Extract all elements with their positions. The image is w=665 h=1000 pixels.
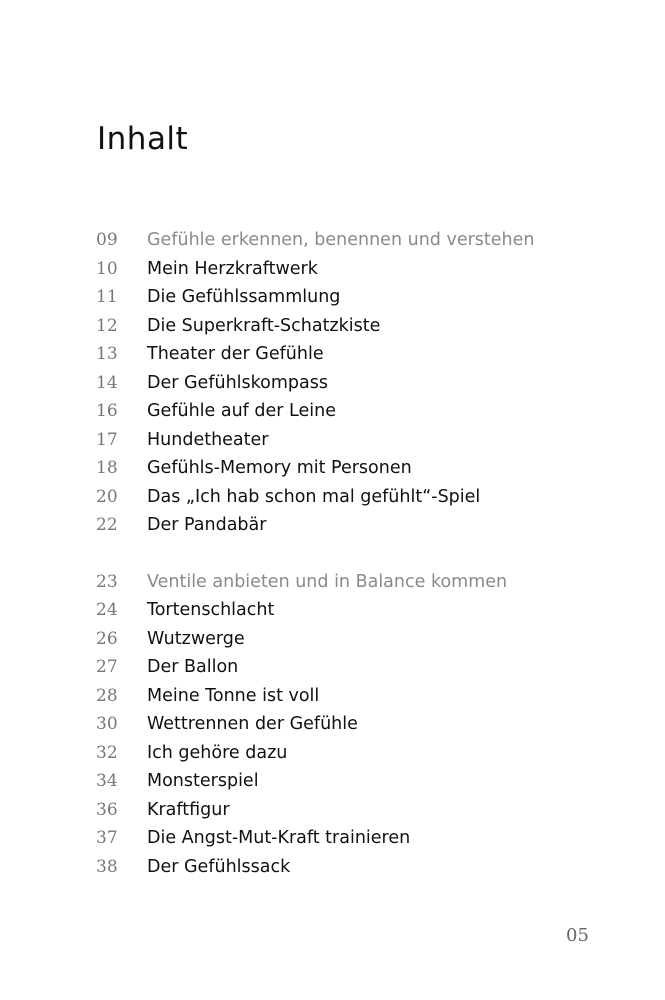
toc-entry-label: Wettrennen der Gefühle — [147, 714, 358, 734]
toc-entry[interactable] — [96, 824, 616, 853]
toc-entry-label: Meine Tonne ist voll — [147, 685, 320, 706]
toc-entry[interactable] — [96, 255, 616, 284]
toc-page-number: 27 — [96, 657, 118, 677]
page-number: 05 — [566, 925, 589, 946]
toc-entry-label: Wutzwerge — [147, 628, 245, 649]
toc-entry-label: Der Pandabär — [147, 515, 267, 535]
toc-entry[interactable] — [96, 283, 616, 312]
toc-entry-label: Die Angst-Mut-Kraft trainieren — [147, 828, 411, 848]
toc-entry[interactable] — [96, 596, 616, 625]
toc-entry-label: Kraftfigur — [147, 799, 230, 820]
toc-entry-label: Theater der Gefühle — [147, 344, 324, 364]
toc-page-number: 11 — [96, 287, 118, 307]
toc-entry[interactable] — [96, 369, 616, 398]
toc-page-number: 12 — [96, 315, 118, 336]
toc-entry[interactable] — [96, 853, 616, 882]
toc-entry-label: Das „Ich hab schon mal gefühlt“-Spiel — [147, 486, 481, 507]
toc-entry-label: Der Gefühlskompass — [147, 372, 328, 393]
toc-page-number: 38 — [96, 856, 118, 877]
toc-entry[interactable] — [96, 483, 616, 512]
toc-entry-label: Gefühle auf der Leine — [147, 401, 336, 421]
toc-entry-label: Tortenschlacht — [147, 600, 275, 620]
toc-page-number: 34 — [96, 771, 118, 791]
toc-entry[interactable] — [96, 767, 616, 796]
page-title: Inhalt — [97, 121, 189, 157]
toc-page-number: 20 — [96, 486, 118, 507]
toc-page-number: 32 — [96, 742, 118, 763]
toc-entry[interactable] — [96, 397, 616, 426]
toc-entry-label: Die Superkraft-Schatzkiste — [147, 315, 381, 336]
toc-entry[interactable] — [96, 312, 616, 341]
toc-page-number: 22 — [96, 515, 118, 535]
toc-section-heading[interactable] — [96, 226, 616, 255]
toc-page-number: 23 — [96, 571, 118, 592]
toc-entry[interactable] — [96, 796, 616, 825]
toc-page-number: 13 — [96, 344, 118, 364]
toc-page-number: 09 — [96, 230, 118, 250]
toc-entry[interactable] — [96, 426, 616, 455]
toc-page-number: 30 — [96, 714, 118, 734]
toc-entry-label: Der Ballon — [147, 657, 239, 677]
toc-section-2 — [96, 568, 616, 882]
toc-page-number: 26 — [96, 628, 118, 649]
toc-page-number: 17 — [96, 429, 118, 450]
toc-entry-label: Monsterspiel — [147, 771, 259, 791]
toc-entry-label: Mein Herzkraftwerk — [147, 258, 318, 279]
toc-page-number: 37 — [96, 828, 118, 848]
toc-entry[interactable] — [96, 653, 616, 682]
toc-page-number: 14 — [96, 372, 118, 393]
table-of-contents — [96, 226, 616, 881]
toc-entry[interactable] — [96, 739, 616, 768]
toc-entry[interactable] — [96, 454, 616, 483]
toc-heading-label: Ventile anbieten und in Balance kommen — [147, 571, 508, 592]
toc-section-1 — [96, 226, 616, 540]
toc-entry[interactable] — [96, 511, 616, 540]
toc-page-number: 10 — [96, 258, 118, 279]
toc-page-number: 28 — [96, 685, 118, 706]
toc-entry-label: Ich gehöre dazu — [147, 742, 288, 763]
toc-page-number: 24 — [96, 600, 118, 620]
toc-entry-label: Die Gefühlssammlung — [147, 287, 341, 307]
toc-entry-label: Gefühls-Memory mit Personen — [147, 458, 412, 478]
toc-heading-label: Gefühle erkennen, benennen und verstehen — [147, 230, 535, 250]
toc-page-number: 18 — [96, 458, 118, 478]
toc-entry[interactable] — [96, 625, 616, 654]
toc-entry-label: Hundetheater — [147, 429, 269, 450]
toc-section-heading[interactable] — [96, 568, 616, 597]
toc-page-number: 36 — [96, 799, 118, 820]
toc-entry[interactable] — [96, 682, 616, 711]
toc-page-number: 16 — [96, 401, 118, 421]
toc-entry[interactable] — [96, 710, 616, 739]
toc-entry[interactable] — [96, 340, 616, 369]
toc-entry-label: Der Gefühlssack — [147, 856, 291, 877]
